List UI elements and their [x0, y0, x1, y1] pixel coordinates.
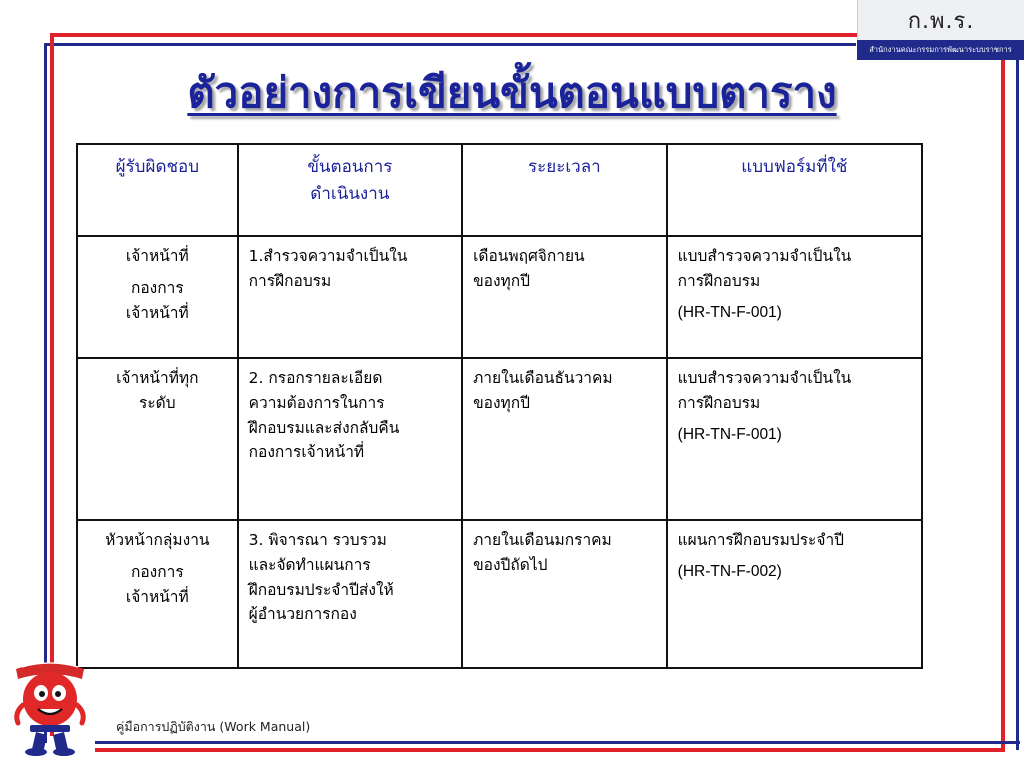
cell-duration [462, 236, 667, 358]
cell-line: กองการ [130, 562, 184, 581]
frame-line-red-bottom [95, 748, 1005, 752]
frame-line-red-left [50, 33, 54, 736]
cell-duration [462, 358, 667, 520]
header-steps-line: ดำเนินงาน [310, 184, 390, 205]
cell-line: ผู้อำนวยการกอง [248, 605, 357, 624]
cell-form [667, 358, 922, 520]
cell-line: ฝึกอบรมและส่งกลับคืน [248, 418, 400, 437]
header-responsible: ผู้รับผิดชอบ [77, 144, 238, 236]
cell-line: แผนการฝึกอบรมประจำปี [677, 531, 845, 549]
form-code: (HR-TN-F-001) [677, 303, 782, 321]
logo-abbreviation: ก.พ.ร. [857, 0, 1024, 40]
footer-caption: คู่มือการปฏิบัติงาน (Work Manual) [116, 719, 311, 734]
cell-line: และจัดทำแผนการ [248, 555, 371, 574]
cell-line: การฝึกอบรม [248, 271, 332, 290]
frame-line-blue-left [44, 43, 47, 743]
cell-responsible [77, 236, 238, 358]
cell-responsible [77, 358, 238, 520]
cell-line: แบบสำรวจความจำเป็นใน [677, 247, 852, 265]
frame-line-blue-right [1016, 60, 1019, 750]
table-row [77, 358, 922, 520]
cell-line: 1.สำรวจความจำเป็นใน [248, 247, 408, 265]
procedure-table [76, 143, 923, 669]
cell-line: เจ้าหน้าที่ [125, 247, 189, 265]
header-steps-line: ขั้นตอนการ [307, 157, 393, 177]
cell-line: 3. พิจารณา รวบรวม [248, 531, 387, 549]
frame-line-red-right [1001, 60, 1005, 750]
cell-line: ความต้องการในการ [248, 393, 385, 412]
header-form: แบบฟอร์มที่ใช้ [667, 144, 922, 236]
logo-org-name: สำนักงานคณะกรรมการพัฒนาระบบราชการ [857, 40, 1024, 60]
ocsc-logo [857, 0, 1024, 60]
cell-step [238, 520, 462, 668]
cell-line: ฝึกอบรมประจำปีส่งให้ [248, 580, 394, 599]
header-steps [238, 144, 462, 236]
cell-line: ภายในเดือนธันวาคม [473, 369, 613, 387]
cell-duration [462, 520, 667, 668]
cell-line: เจ้าหน้าที่ [125, 587, 189, 606]
cell-line: กองการ [130, 278, 184, 297]
cell-form [667, 520, 922, 668]
table-row [77, 236, 922, 358]
cell-line: กองการเจ้าหน้าที่ [248, 443, 365, 462]
cell-form [667, 236, 922, 358]
cell-line: เดือนพฤศจิกายน [473, 247, 585, 265]
slide-title: ตัวอย่างการเขียนขั้นตอนแบบตาราง [187, 68, 837, 117]
cell-line: ระดับ [139, 393, 176, 412]
cell-step [238, 236, 462, 358]
form-code: (HR-TN-F-002) [677, 562, 782, 580]
cell-line: ของทุกปี [473, 393, 530, 412]
cell-line: 2. กรอกรายละเอียด [248, 369, 383, 387]
cell-line: ของทุกปี [473, 271, 530, 290]
mascot-icon [10, 655, 90, 757]
cell-line: เจ้าหน้าที่ [125, 303, 189, 322]
cell-line: ของปีถัดไป [473, 555, 548, 574]
cell-step [238, 358, 462, 520]
frame-line-blue-bottom [95, 741, 1020, 744]
table-row [77, 520, 922, 668]
cell-line: เจ้าหน้าที่ทุก [116, 369, 199, 387]
cell-line: การฝึกอบรม [677, 393, 761, 412]
table-header-row [77, 144, 922, 236]
cell-line: ภายในเดือนมกราคม [473, 531, 612, 549]
frame-line-blue-top [44, 43, 856, 46]
form-code: (HR-TN-F-001) [677, 425, 782, 443]
header-duration: ระยะเวลา [462, 144, 667, 236]
cell-responsible [77, 520, 238, 668]
cell-line: การฝึกอบรม [677, 271, 761, 290]
cell-line: แบบสำรวจความจำเป็นใน [677, 369, 852, 387]
cell-line: หัวหน้ากลุ่มงาน [105, 531, 210, 549]
frame-line-red-top [50, 33, 960, 37]
